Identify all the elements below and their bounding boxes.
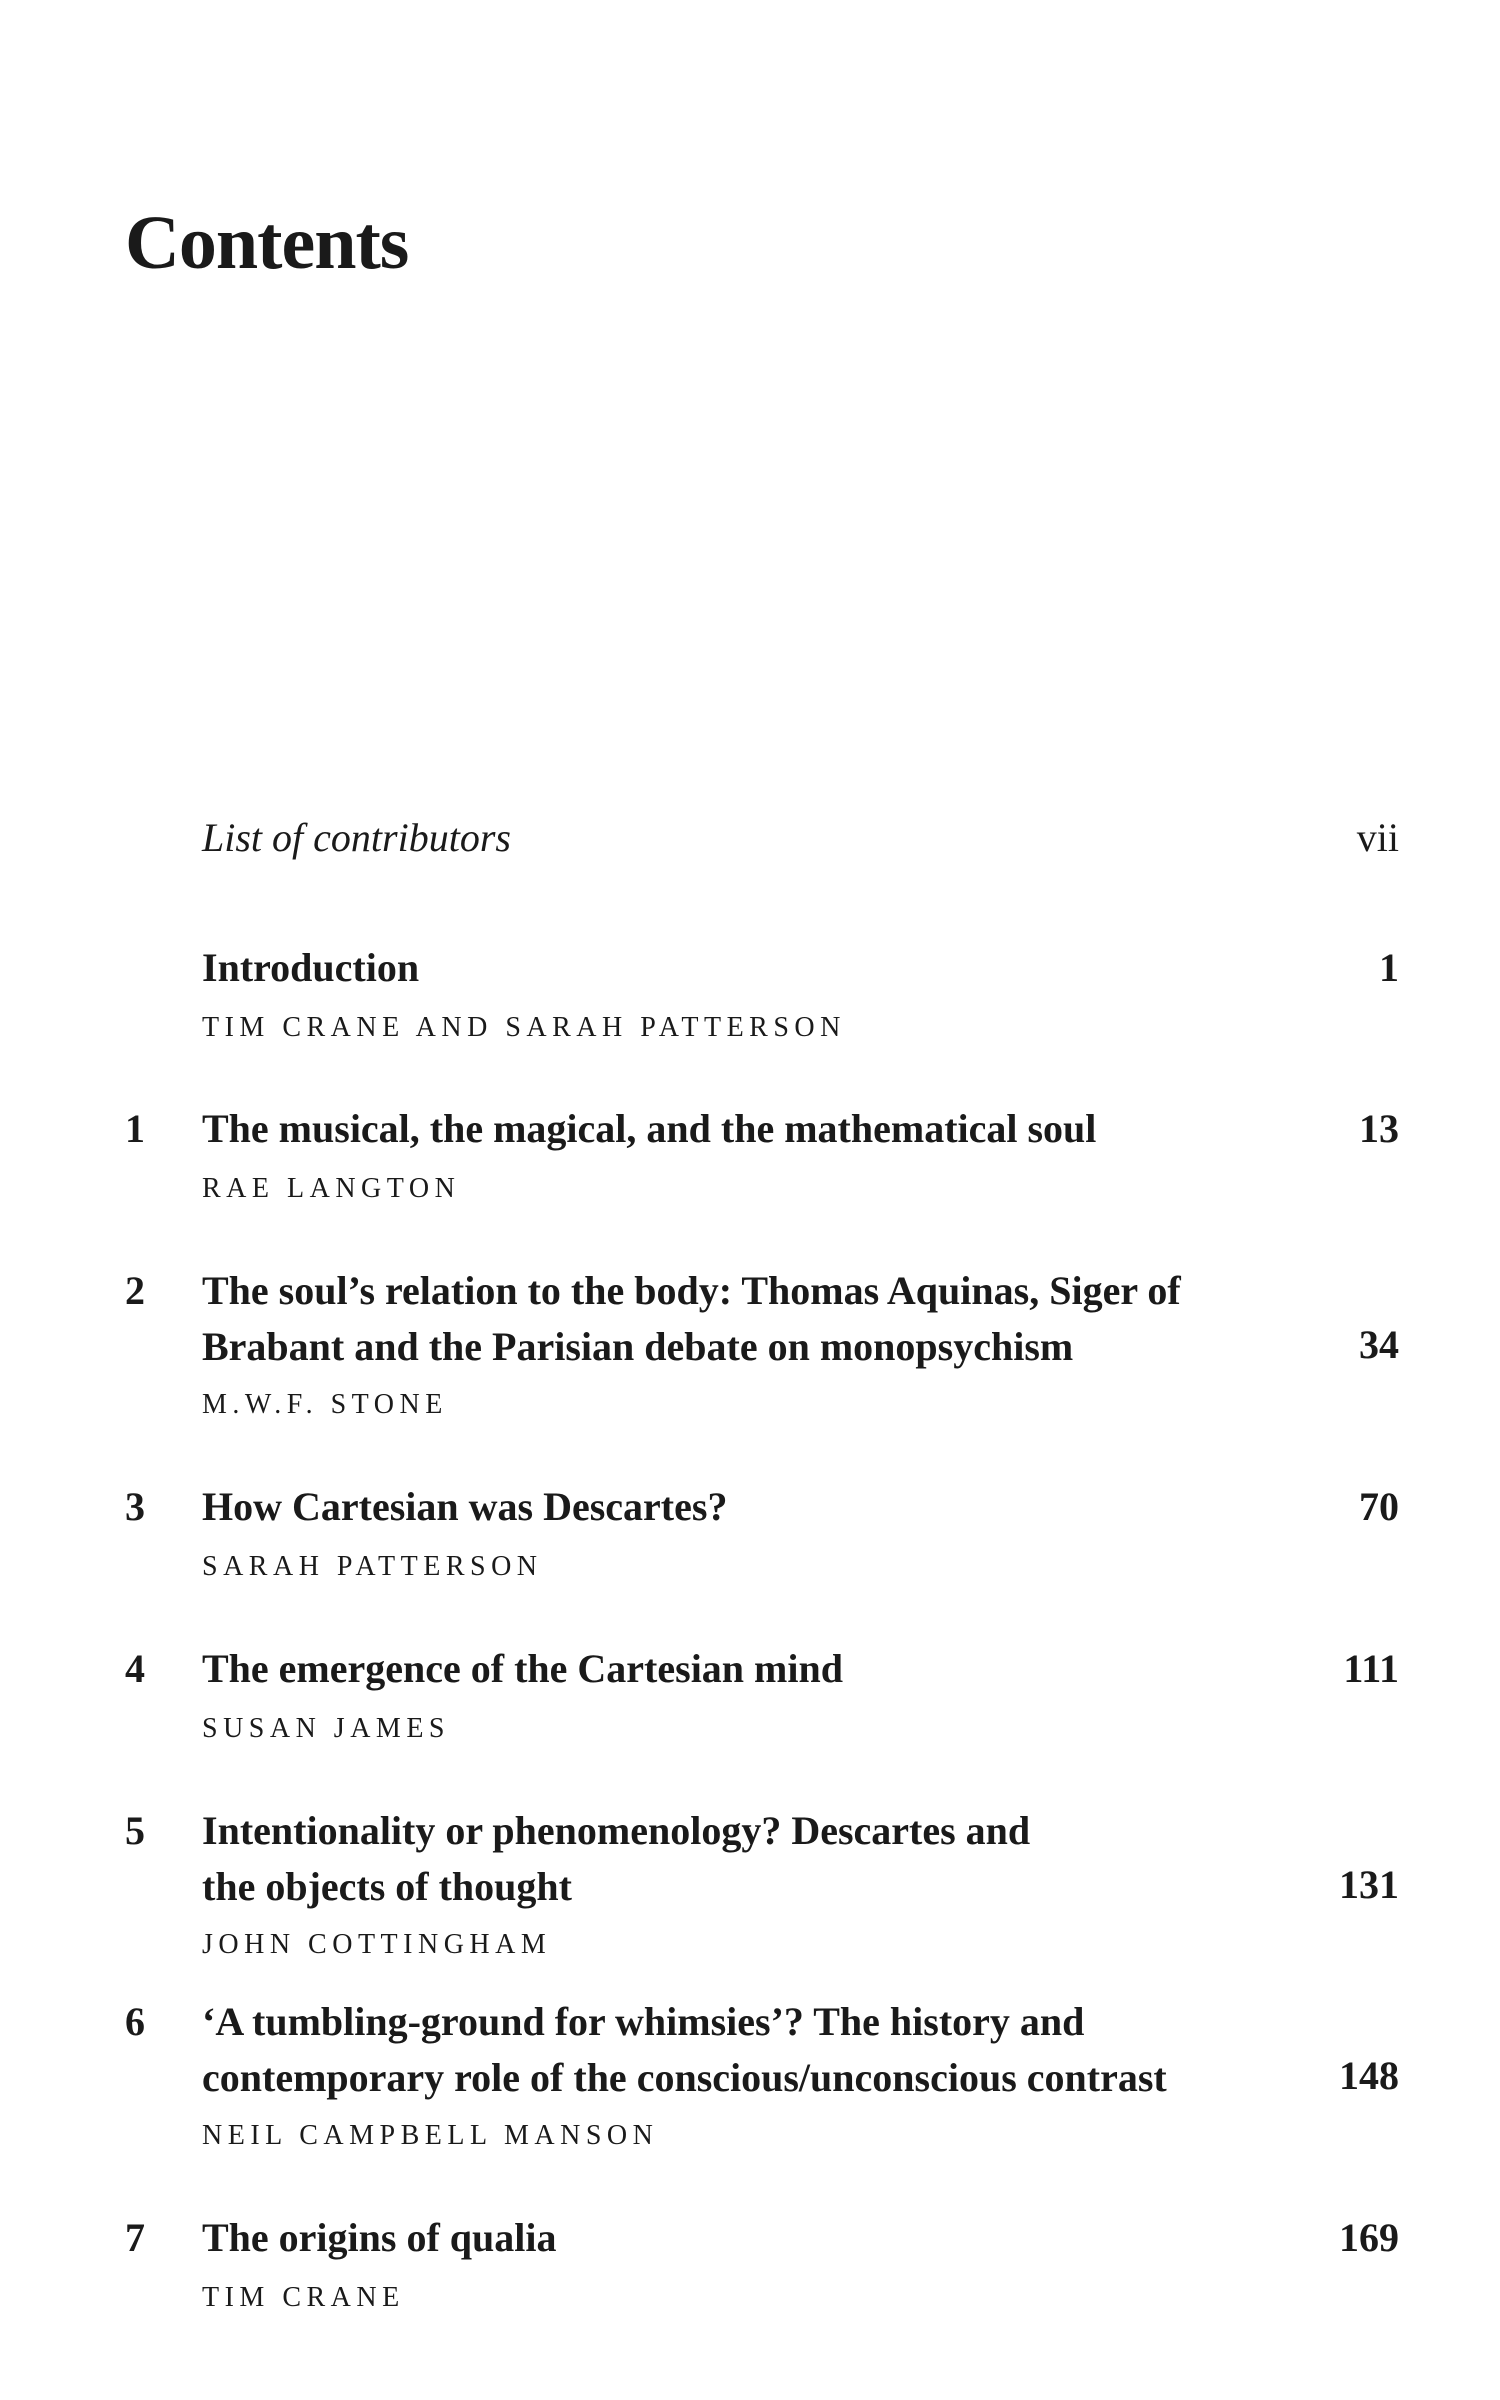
- chapter-number: 3: [125, 1484, 145, 1529]
- entry-title: [202, 1479, 1262, 1535]
- page-number: vii: [1356, 815, 1399, 860]
- entry-title-line: contemporary role of the conscious/unconscious contrast: [202, 2055, 1167, 2100]
- page-number: 131: [1339, 1862, 1399, 1907]
- entry-title: Introduction: [202, 945, 420, 990]
- page-number: 34: [1359, 1322, 1399, 1367]
- entry-authors: TIM CRANE: [202, 2282, 405, 2313]
- entry-authors: JOHN COTTINGHAM: [202, 1929, 552, 1960]
- chapter-number: 4: [125, 1646, 145, 1691]
- entry-title: [202, 1803, 1262, 1915]
- page-number: 1: [1379, 945, 1399, 990]
- page-number: 148: [1339, 2053, 1399, 2098]
- chapter-number: 5: [125, 1808, 145, 1853]
- entry-authors: NEIL CAMPBELL MANSON: [202, 2120, 659, 2151]
- chapter-number: 1: [125, 1106, 145, 1151]
- page-number: 169: [1339, 2215, 1399, 2260]
- entry-title: List of contributors: [202, 815, 511, 860]
- entry-title-line: The origins of qualia: [202, 2215, 557, 2260]
- entry-title-line: Intentionality or phenomenology? Descartes and: [202, 1808, 1031, 1853]
- entry-title: [202, 2210, 1262, 2266]
- entry-authors: TIM CRANE AND SARAH PATTERSON: [202, 1012, 846, 1043]
- entry-authors: SUSAN JAMES: [202, 1713, 450, 1744]
- entry-authors: SARAH PATTERSON: [202, 1551, 543, 1582]
- entry-title-line: The emergence of the Cartesian mind: [202, 1646, 843, 1691]
- entry-authors: RAE LANGTON: [202, 1173, 461, 1204]
- chapter-number: 7: [125, 2215, 145, 2260]
- entry-title-line: The soul’s relation to the body: Thomas Aquinas, Siger of: [202, 1268, 1181, 1313]
- page-title: Contents: [125, 201, 409, 285]
- entry-title: [202, 1994, 1262, 2106]
- entry-title-line: the objects of thought: [202, 1864, 572, 1909]
- entry-title-line: ‘A tumbling-ground for whimsies’? The history and: [202, 1999, 1085, 2044]
- entry-title: [202, 1101, 1262, 1157]
- page-number: 70: [1359, 1484, 1399, 1529]
- entry-title-line: Brabant and the Parisian debate on monopsychism: [202, 1324, 1074, 1369]
- entry-title: [202, 1641, 1262, 1697]
- entry-title: [202, 1263, 1262, 1375]
- entry-title-line: How Cartesian was Descartes?: [202, 1484, 728, 1529]
- chapter-number: 6: [125, 1999, 145, 2044]
- entry-authors: M.W.F. STONE: [202, 1389, 448, 1420]
- chapter-number: 2: [125, 1268, 145, 1313]
- page-number: 13: [1359, 1106, 1399, 1151]
- page-number: 111: [1343, 1646, 1399, 1691]
- entry-title-line: The musical, the magical, and the mathematical soul: [202, 1106, 1097, 1151]
